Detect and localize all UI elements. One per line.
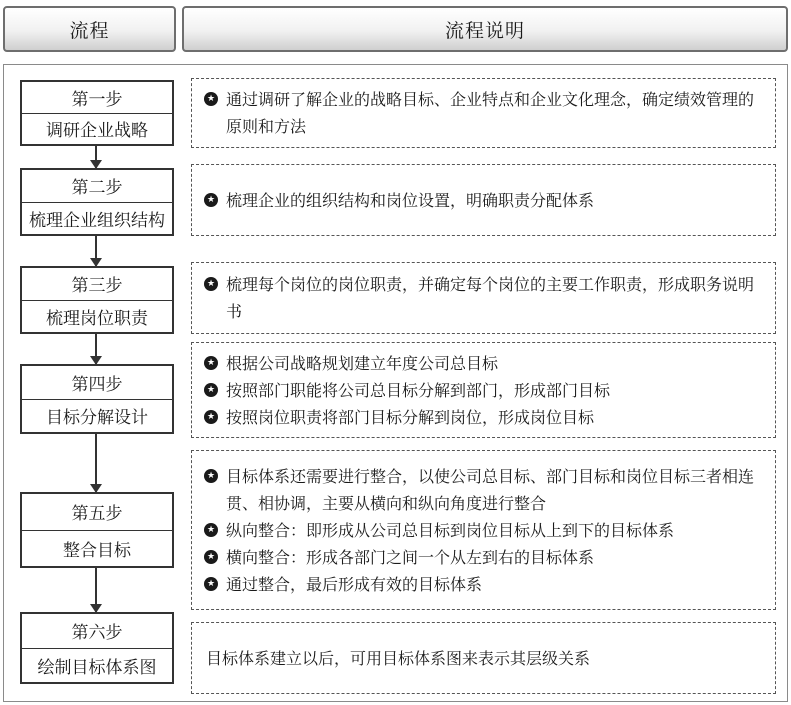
list-item xyxy=(204,571,765,598)
step-number: 第四步 xyxy=(22,366,172,400)
item-text: 目标体系建立以后，可用目标体系图来表示其层级关系 xyxy=(206,648,591,668)
list-item xyxy=(204,463,765,517)
star-bullet-icon: ★ xyxy=(204,193,218,207)
arrow-down-icon xyxy=(95,146,97,168)
step-1-box xyxy=(20,80,174,146)
step-number: 第二步 xyxy=(22,170,172,203)
item-text: 横向整合：形成各部门之间一个从左到右的目标体系 xyxy=(226,547,595,567)
step-1-description xyxy=(191,78,776,148)
list-item xyxy=(204,350,765,377)
item-text: 通过调研了解企业的战略目标、企业特点和企业文化理念，确定绩效管理的原则和方法 xyxy=(226,90,755,136)
step-2-box xyxy=(20,168,174,236)
star-bullet-icon: ★ xyxy=(204,277,218,291)
step-number: 第一步 xyxy=(22,82,172,114)
step-number: 第三步 xyxy=(22,268,172,301)
list-item xyxy=(204,377,765,404)
item-text: 按照岗位职责将部门目标分解到岗位，形成岗位目标 xyxy=(226,407,595,427)
star-bullet-icon: ★ xyxy=(204,92,218,106)
step-number: 第五步 xyxy=(22,494,172,531)
arrow-down-icon xyxy=(95,568,97,612)
arrow-down-icon xyxy=(95,236,97,266)
step-name: 目标分解设计 xyxy=(46,408,148,429)
star-bullet-icon: ★ xyxy=(204,356,218,370)
item-text: 梳理每个岗位的岗位职责，并确定每个岗位的主要工作职责，形成职务说明书 xyxy=(226,275,755,321)
step-name: 整合目标 xyxy=(63,540,131,561)
step-4-box xyxy=(20,364,174,434)
star-bullet-icon: ★ xyxy=(204,523,218,537)
item-text: 目标体系还需要进行整合，以使公司总目标、部门目标和岗位目标三者相连贯、相协调，主要从横向和纵向角度进行整合 xyxy=(226,466,755,513)
header-process-description: 流程说明 xyxy=(182,6,788,52)
star-bullet-icon: ★ xyxy=(204,550,218,564)
item-text: 根据公司战略规划建立年度公司总目标 xyxy=(226,353,499,373)
list-item xyxy=(204,271,765,325)
step-6-description xyxy=(191,622,776,694)
step-5-box xyxy=(20,492,174,568)
star-bullet-icon: ★ xyxy=(204,469,218,483)
step-2-description xyxy=(191,164,776,236)
step-name: 梳理岗位职责 xyxy=(46,308,148,329)
step-name: 调研企业战略 xyxy=(46,121,148,142)
item-text: 梳理企业的组织结构和岗位设置，明确职责分配体系 xyxy=(226,190,595,210)
star-bullet-icon: ★ xyxy=(204,577,218,591)
step-5-description xyxy=(191,450,776,610)
step-6-box xyxy=(20,612,174,684)
step-name: 绘制目标体系图 xyxy=(37,657,157,678)
arrow-down-icon xyxy=(95,334,97,364)
step-4-description xyxy=(191,342,776,438)
item-text: 纵向整合：即形成从公司总目标到岗位目标从上到下的目标体系 xyxy=(226,520,675,540)
step-3-box xyxy=(20,266,174,334)
list-item xyxy=(204,404,765,431)
list-item xyxy=(204,187,765,214)
star-bullet-icon: ★ xyxy=(204,410,218,424)
step-number: 第六步 xyxy=(22,614,172,649)
item-text: 按照部门职能将公司总目标分解到部门，形成部门目标 xyxy=(226,380,611,400)
list-item xyxy=(204,544,765,571)
arrow-down-icon xyxy=(95,434,97,492)
step-3-description xyxy=(191,262,776,334)
step-name: 梳理企业组织结构 xyxy=(29,210,165,231)
list-item xyxy=(204,86,765,140)
header-process: 流程 xyxy=(3,6,176,52)
star-bullet-icon: ★ xyxy=(204,383,218,397)
list-item xyxy=(204,517,765,544)
item-text: 通过整合，最后形成有效的目标体系 xyxy=(226,574,483,594)
